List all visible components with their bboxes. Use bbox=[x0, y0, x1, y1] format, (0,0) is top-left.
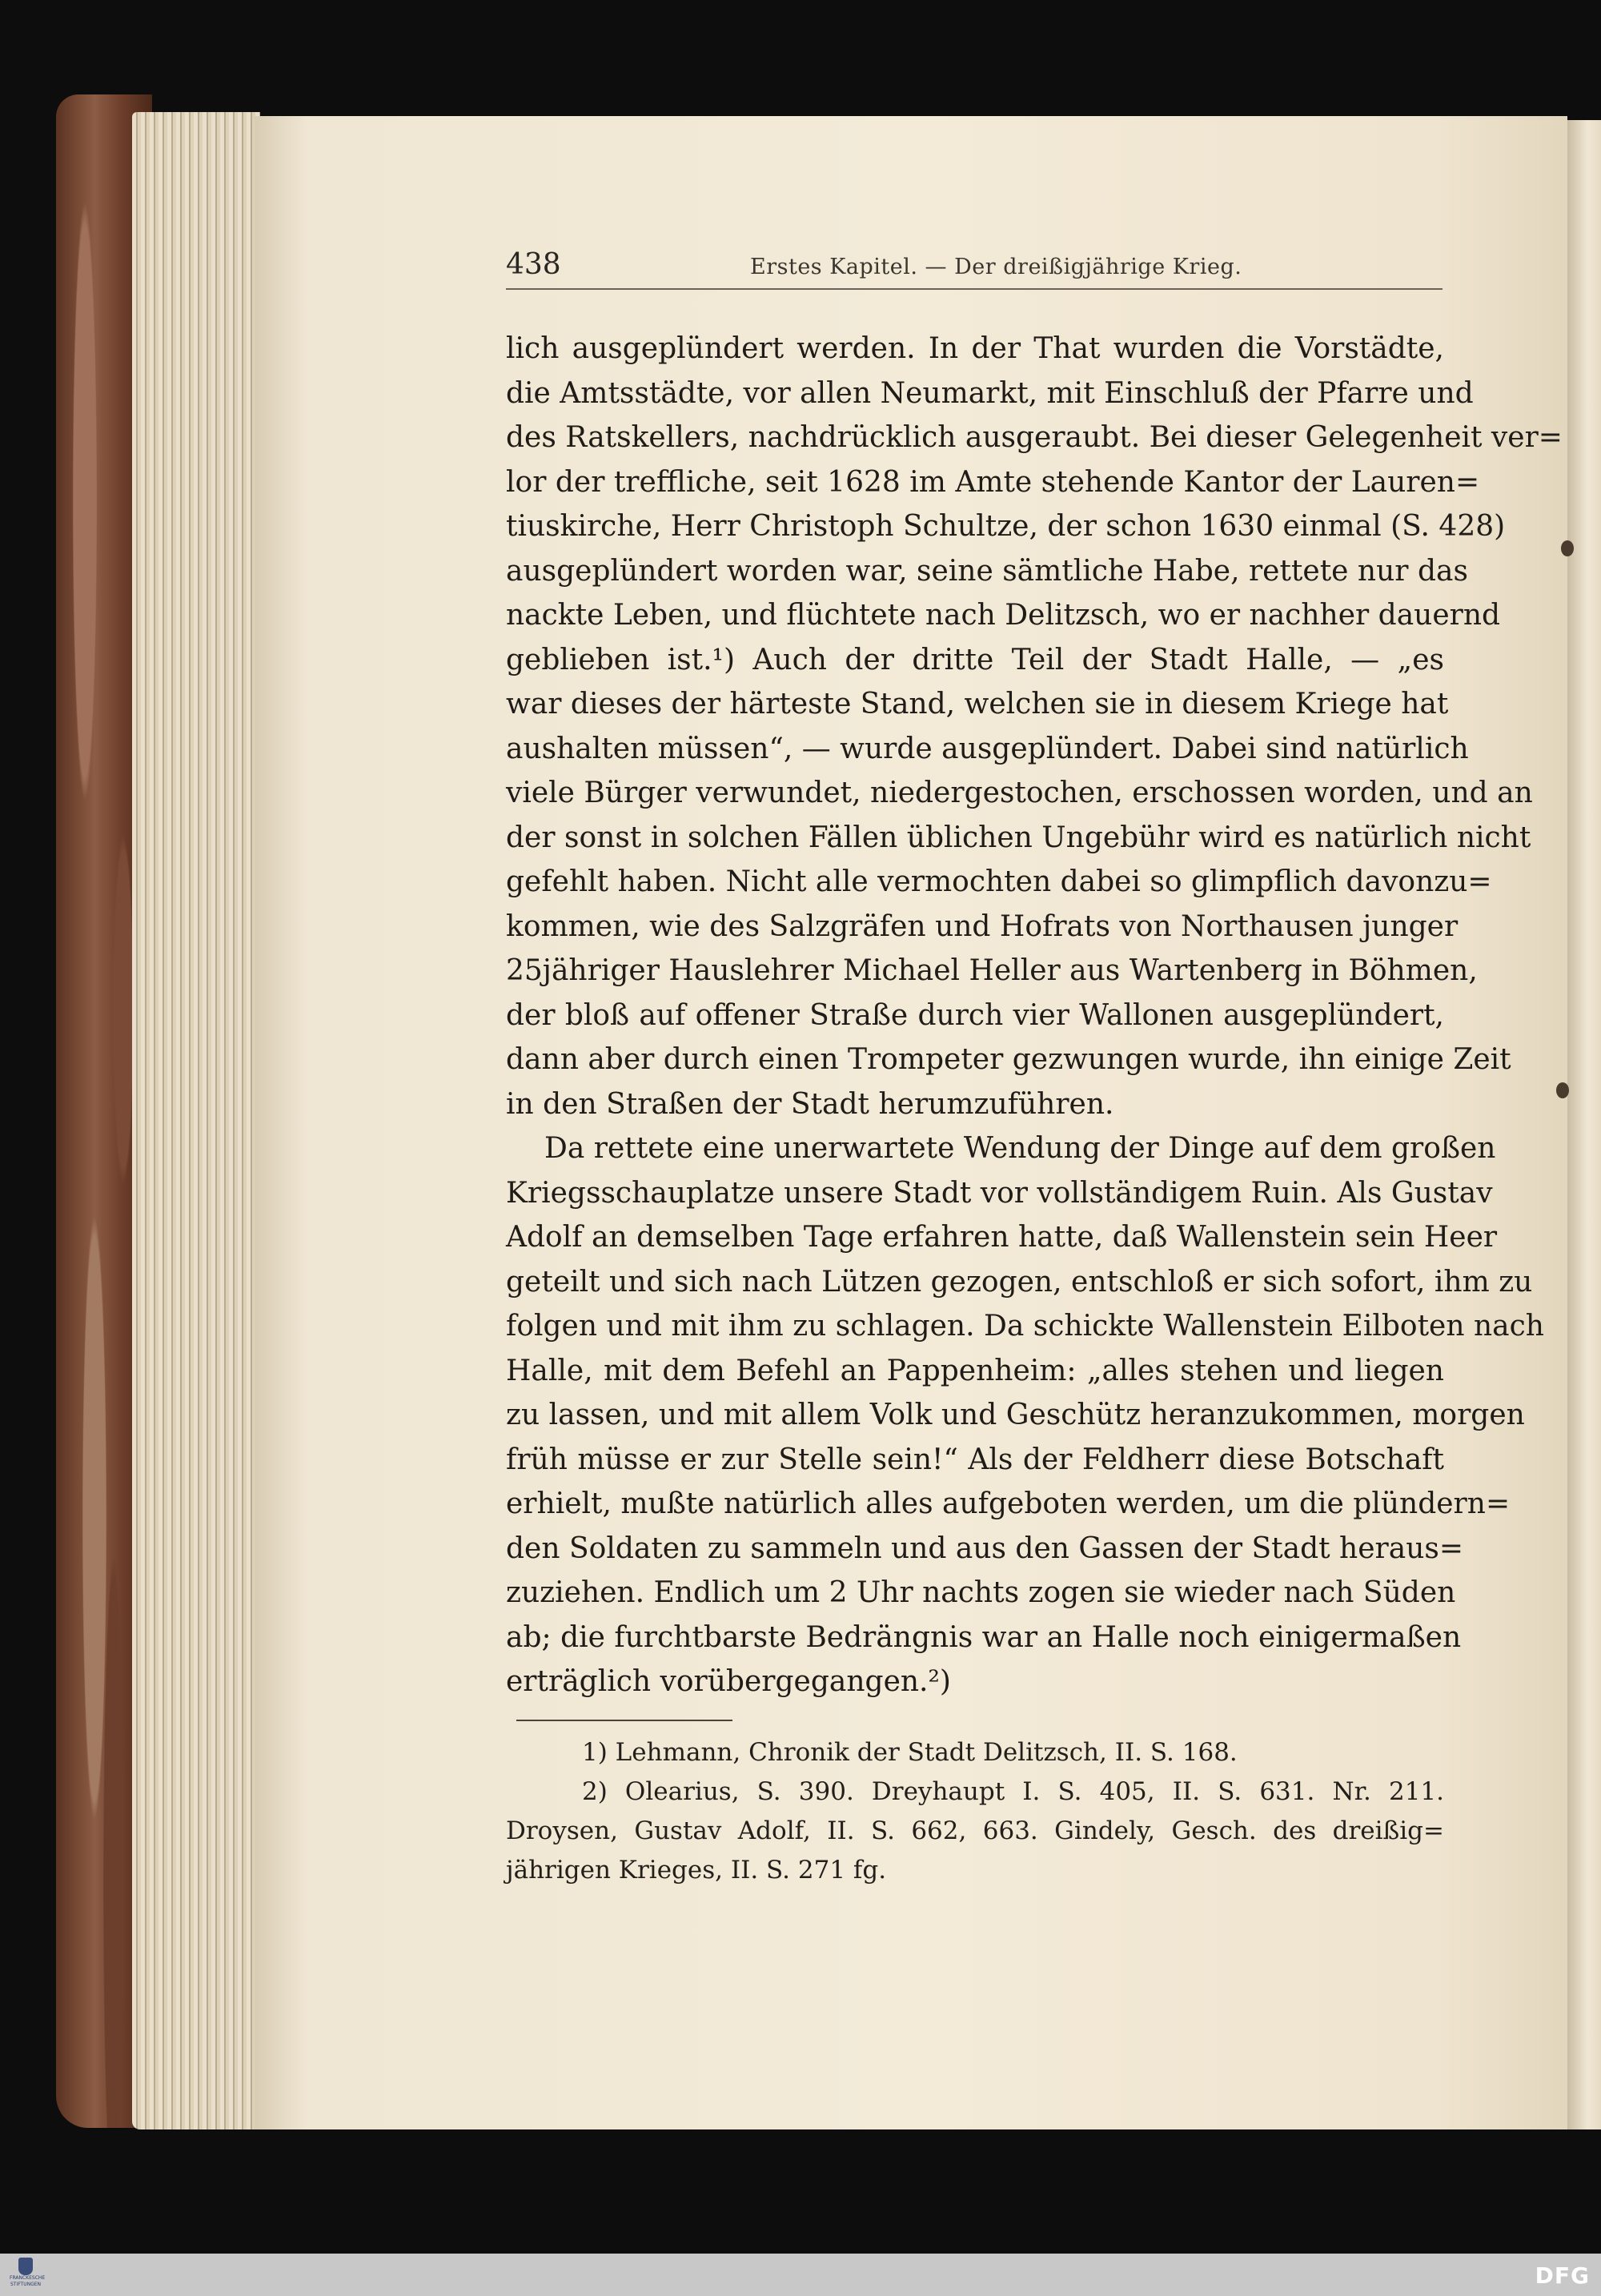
text-line: aushalten müssen“, — wurde ausgeplündert. Dabei sind natürlich bbox=[506, 732, 1469, 765]
footnote-line: jährigen Krieges, II. S. 271 fg. bbox=[506, 1856, 887, 1885]
running-title: Erstes Kapitel. — Der dreißigjährige Krieg. bbox=[750, 255, 1242, 279]
text-line: war dieses der härteste Stand, welchen sie in diesem Kriege hat bbox=[506, 688, 1449, 721]
text-line: Adolf an demselben Tage erfahren hatte, daß Wallenstein sein Heer bbox=[506, 1221, 1498, 1254]
text-line: Da rettete eine unerwartete Wendung der Dinge auf dem großen bbox=[544, 1132, 1496, 1165]
edge-mark bbox=[1556, 1082, 1569, 1098]
text-line: Halle, mit dem Befehl an Pappenheim: „alles stehen und liegen bbox=[506, 1354, 1444, 1387]
main-text bbox=[506, 327, 1563, 1704]
text-line: 25jähriger Hauslehrer Michael Heller aus Wartenberg in Böhmen, bbox=[506, 954, 1478, 987]
text-line: zuziehen. Endlich um 2 Uhr nachts zogen sie wieder nach Süden bbox=[506, 1576, 1456, 1609]
text-line: Kriegsschauplatze unsere Stadt vor vollständigem Ruin. Als Gustav bbox=[506, 1176, 1493, 1210]
page-edges bbox=[132, 112, 260, 2129]
text-line: lich ausgeplündert werden. In der That wurden die Vorstädte, bbox=[506, 332, 1444, 365]
text-line: erhielt, mußte natürlich alles aufgeboten werden, um die plündern= bbox=[506, 1487, 1511, 1520]
text-line: geblieben ist.¹) Auch der dritte Teil der Stadt Halle, — „es bbox=[506, 643, 1444, 676]
viewer-footer-bar bbox=[0, 2254, 1601, 2296]
footnote-line: Droysen, Gustav Adolf, II. S. 662, 663. Gindely, Gesch. des dreißig= bbox=[506, 1816, 1444, 1845]
library-logo-text: FRANCKESCHE STIFTUNGEN bbox=[10, 2275, 46, 2287]
text-line: in den Straßen der Stadt herumzuführen. bbox=[506, 1087, 1114, 1121]
text-line: ausgeplündert worden war, seine sämtliche Habe, rettete nur das bbox=[506, 554, 1468, 588]
text-line: lor der treffliche, seit 1628 im Amte stehende Kantor der Lauren= bbox=[506, 465, 1480, 499]
text-line: gefehlt haben. Nicht alle vermochten dabei so glimpflich davonzu= bbox=[506, 865, 1492, 898]
running-head bbox=[506, 248, 1443, 290]
text-line: nackte Leben, und flüchtete nach Delitzsch, wo er nachher dauernd bbox=[506, 599, 1501, 632]
footnote-rule bbox=[516, 1720, 732, 1721]
text-line: des Ratskellers, nachdrücklich ausgeraubt. Bei dieser Gelegenheit ver= bbox=[506, 421, 1563, 454]
text-line: der bloß auf offener Straße durch vier Wallonen ausgeplündert, bbox=[506, 998, 1444, 1032]
footnote-line: 2) Olearius, S. 390. Dreyhaupt I. S. 405, II. S. 631. Nr. 211. bbox=[582, 1777, 1444, 1806]
text-line: der sonst in solchen Fällen üblichen Ungebühr wird es natürlich nicht bbox=[506, 821, 1531, 854]
text-line: ab; die furchtbarste Bedrängnis war an Halle noch einigermaßen bbox=[506, 1620, 1462, 1654]
edge-mark bbox=[1561, 540, 1574, 556]
text-line: viele Bürger verwundet, niedergestochen, erschossen worden, und an bbox=[506, 777, 1533, 809]
library-emblem-icon bbox=[18, 2258, 33, 2275]
text-line: erträglich vorübergegangen.²) bbox=[506, 1665, 951, 1698]
text-line: folgen und mit ihm zu schlagen. Da schickte Wallenstein Eilboten nach bbox=[506, 1310, 1544, 1343]
text-line: früh müsse er zur Stelle sein!“ Als der Feldherr diese Botschaft bbox=[506, 1443, 1444, 1476]
footnote-line: 1) Lehmann, Chronik der Stadt Delitzsch, II. S. 168. bbox=[582, 1738, 1238, 1767]
text-line: tiuskirche, Herr Christoph Schultze, der schon 1630 einmal (S. 428) bbox=[506, 510, 1506, 543]
text-line: geteilt und sich nach Lützen gezogen, entschloß er sich sofort, ihm zu bbox=[506, 1265, 1533, 1299]
text-line: kommen, wie des Salzgräfen und Hofrats von Northausen junger bbox=[506, 909, 1459, 943]
footnotes bbox=[506, 1733, 1444, 1890]
text-line: zu lassen, und mit allem Volk und Geschütz heranzukommen, morgen bbox=[506, 1399, 1525, 1431]
page-number: 438 bbox=[506, 248, 561, 281]
text-line: die Amtsstädte, vor allen Neumarkt, mit Einschluß der Pfarre und bbox=[506, 376, 1474, 410]
dfg-logo: DFG bbox=[1535, 2262, 1590, 2289]
text-line: dann aber durch einen Trompeter gezwungen wurde, ihn einige Zeit bbox=[506, 1043, 1511, 1076]
library-logo bbox=[10, 2256, 46, 2293]
facing-page-edge bbox=[1567, 120, 1601, 2129]
text-line: den Soldaten zu sammeln und aus den Gassen der Stadt heraus= bbox=[506, 1531, 1464, 1565]
